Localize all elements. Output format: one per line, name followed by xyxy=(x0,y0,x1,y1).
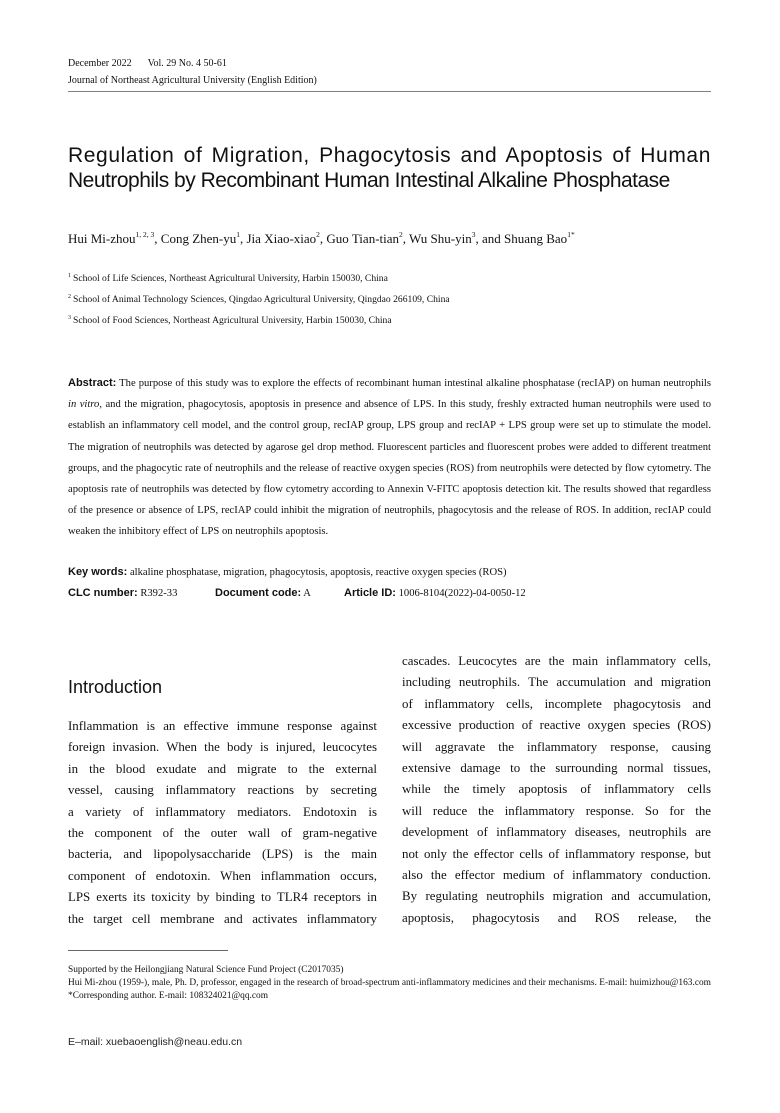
abstract: Abstract: The purpose of this study was to explore the effects of recombinant human intestinal alkaline phosphatase (recIAP) on human neutrophils in vitro, and the migration, phagocytosis, apoptosis in presence and absence of LPS. In this study, freshly extracted human neutrophils were used to establish an inflammatory cell model, and the control group, recIAP group, LPS group and recIAP + LPS group were set up to stimulate the model. The migration of neutrophils was detected by agarose gel drop method. Fluorescent particles and fluorescent probes were added to different treatment groups, and the phagocytic rate of neutrophils and the release of reactive oxygen species (ROS) from neutrophils were detected by flow cytometry. The apoptosis rate of neutrophils was detected by flow cytometry according to Annexin V-FITC apoptosis detection kit. The results showed that regardless of the presence or absence of LPS, recIAP could inhibit the migration of neutrophils, phagocytosis and the release of ROS. In addition, recIAP could weaken the inhibitory effect of LPS on neutrophils apoptosis. xyxy=(68,377,711,538)
keywords-text: alkaline phosphatase, migration, phagocytosis, apoptosis, reactive oxygen species (ROS) xyxy=(127,567,507,578)
footer-email: E–mail: xuebaoenglish@neau.edu.cn xyxy=(68,1036,243,1048)
title-line-1: Regulation of Migration, Phagocytosis and Apoptosis of Human xyxy=(68,144,711,167)
document-code: Document code: A xyxy=(215,587,311,599)
section-heading-introduction: Introduction xyxy=(68,677,163,697)
issue-date: December 2022 xyxy=(68,58,132,69)
article-id: Article ID: 1006-8104(2022)-04-0050-12 xyxy=(344,587,526,599)
author: Cong Zhen-$yu^1$, xyxy=(160,230,247,246)
author-list xyxy=(68,230,575,248)
footnotes xyxy=(68,964,711,1004)
author: Hui Mi-zhou$^{1, 2, 3}$, xyxy=(68,230,161,246)
journal-name: Journal of Northeast Agricultural University (English Edition) xyxy=(68,75,317,86)
abstract-label: Abstract: xyxy=(68,377,117,389)
body-column-left: Inflammation is an effective immune response against foreign invasion. When the body is injured, leucocytes in the blood exudate and migrate to the external vessel, causing inflammatory reactions by secreting a variety of inflammatory mediators. Endotoxin is the component of the outer wall of gram-negative bacteria, and lipopolysaccharide (LPS) is the main component of endotoxin. When inflammation occurs, LPS exerts its toxicity by binding to TLR4 receptors in the target cell membrane and activates inflammatory xyxy=(68,719,377,926)
affiliation: $^3$ School of Food Sciences, Northeast Agricultural University, Harbin 150030, China xyxy=(68,315,392,326)
affiliation: $^2$ School of Animal Technology Sciences, Qingdao Agricultural University, Qingdao 266109, China xyxy=(68,294,450,305)
author: Guo Tian-tian$^2$, xyxy=(326,230,410,246)
clc-number: CLC number: R392-33 xyxy=(68,587,178,599)
title-line-2: Neutrophils by Recombinant Human Intestinal Alkaline Phosphatase xyxy=(68,169,670,192)
running-head xyxy=(68,55,711,89)
article-metadata xyxy=(68,585,526,602)
body-column-right: cascades. Leucocytes are the main inflammatory cells, including neutrophils. The accumulation and migration of inflammatory cells, incomplete phagocytosis and excessive production of reactive oxygen species (ROS) will aggravate the inflammatory response, causing extensive damage to the surrounding normal tissues, while the timely apoptosis of inflammatory cells will reduce the inflammatory response. So for the development of inflammatory diseases, neutrophils are not only the effector cells of inflammatory response, but also the effector medium of inflammatory conduction. By regulating neutrophils migration and accumulation, apoptosis, phagocytosis and ROS release, the xyxy=(402,654,711,925)
affiliation: $^1$ School of Life Sciences, Northeast Agricultural University, Harbin 150030, China xyxy=(68,273,388,284)
volume-info: Vol. 29 No. 4 50-61 xyxy=(147,58,227,69)
funding-note: Supported by the Heilongjiang Natural Science Fund Project (C2017035) xyxy=(68,965,344,975)
author: Jia Xiao-xiao$^2$, xyxy=(246,230,327,246)
header-rule xyxy=(68,91,711,92)
author-bio-note: Hui Mi-zhou (1959-), male, Ph. D, professor, engaged in the research of broad-spectrum anti-inflammatory medicines and their mechanisms. E-mail: huimizhou@163.com xyxy=(68,978,711,989)
corresponding-author-note: *Corresponding author. E-mail: 108324021@qq.com xyxy=(68,991,269,1002)
keywords xyxy=(68,564,711,581)
author: Shuang Bao$^{1*}$ xyxy=(503,230,575,246)
author: Wu Shu-yin$^3$, and xyxy=(409,230,504,246)
footnote-rule xyxy=(68,950,228,951)
keywords-label: Key words: xyxy=(68,566,128,578)
article-title xyxy=(68,143,711,193)
